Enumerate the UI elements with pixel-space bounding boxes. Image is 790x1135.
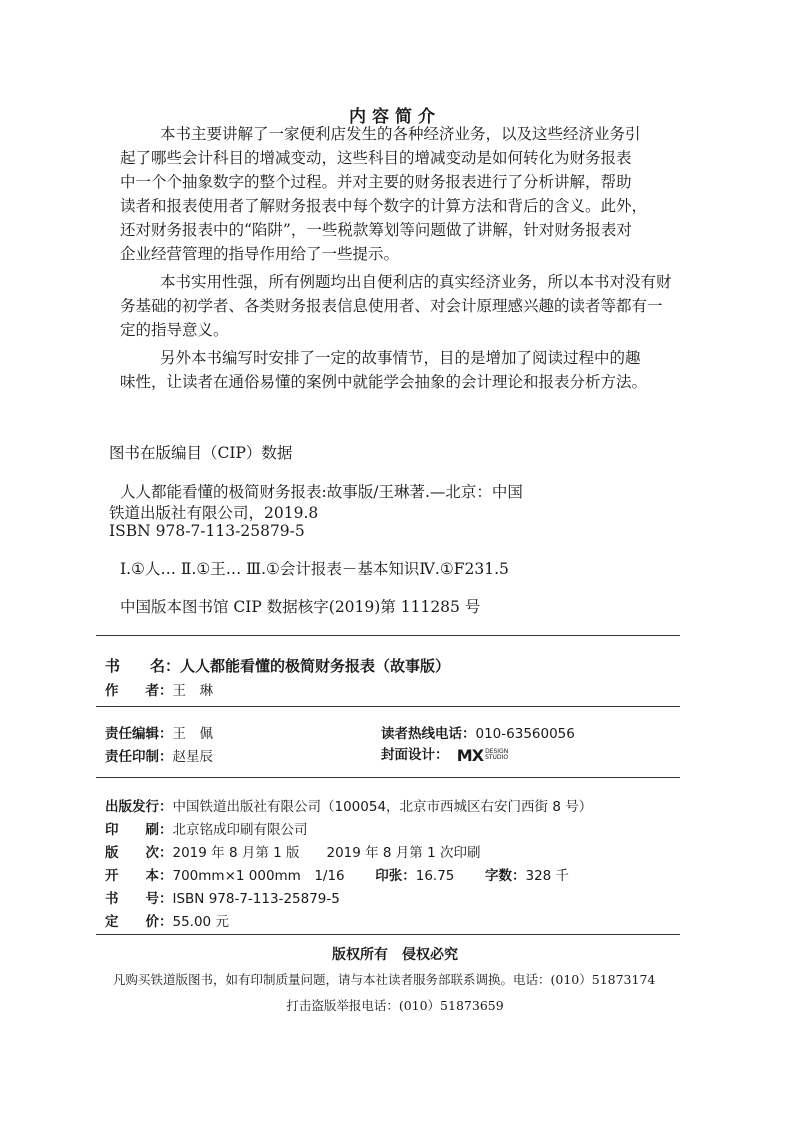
logo-subtext-design: DESIGN: [485, 748, 509, 755]
summary-p1-line-6: 企业经营管理的指导作用给了一些提示。: [120, 245, 400, 263]
editor-value: 王 佩: [172, 726, 213, 742]
mx-design-studio-logo: [457, 746, 508, 765]
summary-paragraph-1: [160, 122, 641, 146]
summary-paragraph-3-cont: [120, 370, 647, 394]
publisher-label: 出版发行：: [105, 799, 173, 815]
cip-line-3: ISBN 978-7-113-25879-5: [109, 522, 305, 540]
isbn-row: [105, 887, 340, 907]
isbn-value: ISBN 978-7-113-25879-5: [172, 891, 340, 907]
edition-row: [105, 841, 480, 861]
author-label: 作 者：: [105, 683, 173, 699]
book-name-row: [105, 655, 450, 676]
anti-piracy-hotline: 打击盗版举报电话：(010）51873659: [286, 998, 504, 1013]
hotline-row: [381, 722, 575, 742]
printing-manager-row: [105, 745, 213, 765]
format-row: [105, 864, 569, 884]
divider-line: [96, 777, 680, 778]
cip-heading: 图书在版编目（CIP）数据: [109, 444, 293, 462]
format-label: 开 本：: [105, 868, 173, 884]
publisher-row: [105, 795, 592, 815]
logo-subtext: [485, 749, 508, 761]
summary-p1-line-4: 读者和报表使用者了解财务报表中每个数字的计算方法和背后的含义。此外，: [120, 197, 648, 215]
summary-p3-line-2: 味性，让读者在通俗易懂的案例中就能学会抽象的会计理论和报表分析方法。: [120, 373, 648, 391]
sheets-value: 16.75: [415, 868, 455, 884]
price-label: 定 价：: [105, 914, 173, 930]
summary-p1-line-2: 起了哪些会计科目的增减变动，这些科目的增减变动是如何转化为财务报表: [120, 149, 632, 167]
hotline-label: 读者热线电话：: [381, 726, 476, 742]
publisher-value: 中国铁道出版社有限公司（100054，北京市西城区右安门西街 8 号）: [172, 799, 593, 815]
editor-row: [105, 722, 213, 742]
summary-p2-line-3: 定的指导意义。: [120, 321, 229, 339]
summary-p3-line-1: 另外本书编写时安排了一定的故事情节，目的是增加了阅读过程中的趣: [160, 349, 641, 367]
edition-value: 2019 年 8 月第 1 版 2019 年 8 月第 1 次印刷: [172, 845, 481, 861]
cip-record-number: 中国版本图书馆 CIP 数据核字(2019)第 111285 号: [120, 598, 481, 616]
summary-title: 内容简介: [349, 107, 441, 127]
book-name-label: 书 名：: [105, 657, 181, 675]
word-count-value: 328 千: [525, 868, 570, 884]
summary-p1-line-3: 中一个个抽象数字的整个过程。并对主要的财务报表进行了分析讲解，帮助: [120, 173, 632, 191]
logo-mark: MX: [456, 745, 484, 765]
cover-design-row: [381, 743, 508, 765]
divider-line: [96, 706, 680, 707]
summary-p1-line-5: 还对财务报表中的“陷阱”，一些税款筹划等问题做了讲解，针对财务报表对: [120, 221, 632, 239]
format-value: 700mm×1 000mm 1/16: [172, 868, 345, 884]
author-value: 王 琳: [172, 683, 213, 699]
cip-line-2: 铁道出版社有限公司，2019.8: [109, 504, 319, 522]
word-count-label: 字数：: [485, 868, 526, 884]
printing-manager-value: 赵星辰: [172, 749, 213, 765]
isbn-label: 书 号：: [105, 891, 173, 907]
quality-notice: 凡购买铁道版图书，如有印制质量问题，请与本社读者服务部联系调换。电话：(010）51873174: [113, 972, 656, 987]
divider-line: [96, 635, 680, 636]
cover-design-label: 封面设计：: [381, 747, 449, 763]
printer-row: [105, 818, 308, 838]
summary-p1-line-1: 本书主要讲解了一家便利店发生的各种经济业务，以及这些经济业务引: [160, 125, 641, 143]
copyright-heading: 版权所有 侵权必究: [332, 947, 458, 963]
hotline-value: 010-63560056: [475, 726, 575, 742]
editor-label: 责任编辑：: [105, 726, 173, 742]
summary-paragraph-2: [160, 270, 672, 294]
divider-line: [96, 934, 680, 935]
printing-manager-label: 责任印制：: [105, 749, 173, 765]
price-row: [105, 910, 229, 930]
cip-line-1: 人人都能看懂的极简财务报表:故事版/王琳著.—北京：中国: [120, 483, 523, 501]
summary-paragraph-2-cont: [120, 294, 663, 342]
summary-p2-line-2: 务基础的初学者、各类财务报表信息使用者、对会计原理感兴趣的读者等都有一: [120, 297, 663, 315]
logo-subtext-studio: STUDIO: [485, 754, 509, 761]
price-value: 55.00 元: [172, 914, 229, 930]
author-row: [105, 679, 213, 699]
summary-paragraph-3: [160, 346, 641, 370]
printer-value: 北京铭成印刷有限公司: [172, 822, 308, 838]
summary-p2-line-1: 本书实用性强，所有例题均出自便利店的真实经济业务，所以本书对没有财: [160, 273, 672, 291]
summary-paragraph-1-cont: [120, 146, 647, 266]
printer-label: 印 刷：: [105, 822, 173, 838]
edition-label: 版 次：: [105, 845, 173, 861]
cip-classification: Ⅰ.①人… Ⅱ.①王… Ⅲ.①会计报表－基本知识Ⅳ.①F231.5: [120, 560, 509, 578]
book-name-value: 人人都能看懂的极简财务报表（故事版）: [180, 657, 451, 675]
sheets-label: 印张：: [375, 868, 416, 884]
